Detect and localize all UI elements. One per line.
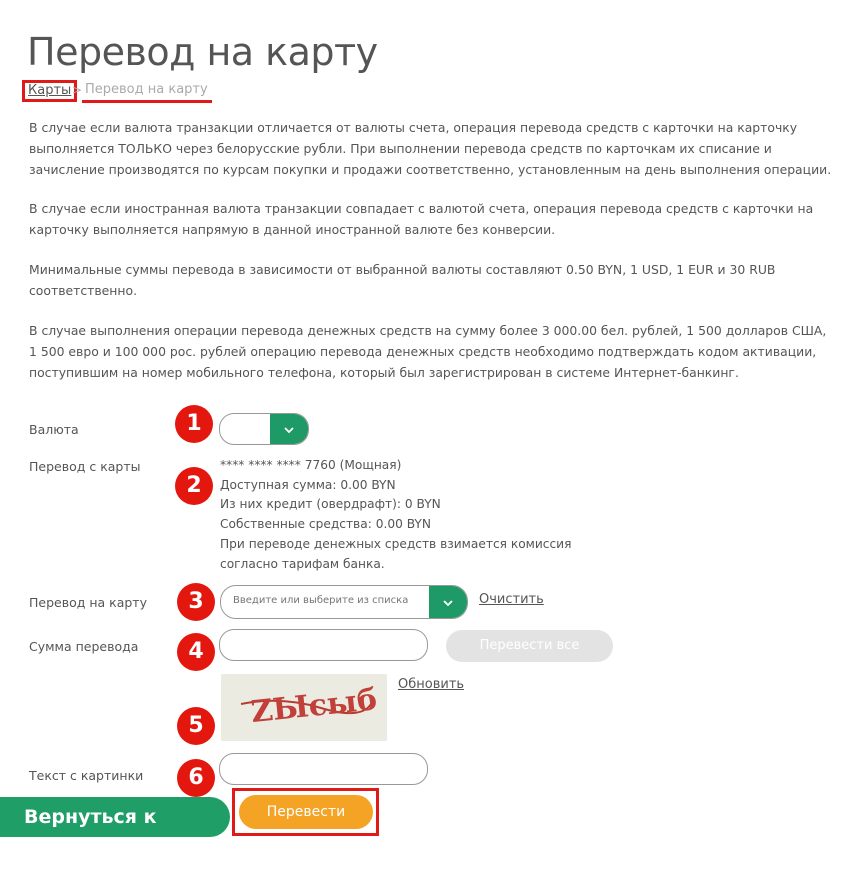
annotation-badge-3: 3 [177,583,215,621]
annotation-badge-1: 1 [175,405,213,443]
captcha-text-label: Текст с картинки [29,768,144,783]
card-number: **** **** **** 7760 (Мощная) [220,458,402,472]
back-to-cards-button[interactable]: Вернуться к картам [0,797,230,837]
captcha-text: ZЫcыб [249,682,379,731]
to-card-label: Перевод на карту [29,595,147,610]
highlight-underline [82,100,212,103]
currency-select[interactable] [219,413,309,445]
available-amount: Доступная сумма: 0.00 BYN [220,477,396,492]
info-paragraph: Минимальные суммы перевода в зависимости от выбранной валюты составляют 0.50 BYN, 1 USD, 1 EUR и 30 RUB соответственно. [29,262,776,298]
page-title: Перевод на карту [27,30,378,74]
from-card-label: Перевод с карты [29,459,141,474]
to-card-combobox[interactable] [220,585,468,619]
submit-transfer-button[interactable]: Перевести [239,795,373,829]
info-paragraph: В случае если валюта транзакции отличается от валюты счета, операция перевода средств с карточки на карточку выполняется ТОЛЬКО через белорусские рубли. При выполнении перевода средств по карточкам их списание и зачисление производятся по курсам покупки и продажи соответственно, установленным на день выполнения операции. [29,120,832,177]
refresh-captcha-link[interactable]: Обновить [398,677,465,692]
to-card-dropdown-button[interactable] [429,586,467,618]
clear-link[interactable]: Очистить [479,592,544,607]
commission-note: При переводе денежных средств взимается комиссия [220,536,572,551]
chevron-down-icon [443,599,453,607]
currency-dropdown-button[interactable] [270,414,308,444]
annotation-badge-4: 4 [177,633,215,671]
chevron-down-icon [284,426,294,434]
breadcrumb-separator: > [72,83,83,97]
captcha-picture [221,674,387,741]
captcha-input[interactable] [219,753,428,785]
breadcrumb-current: Перевод на карту [85,82,208,97]
currency-label: Валюта [29,422,79,437]
annotation-badge-2: 2 [175,467,213,505]
annotation-badge-6: 6 [177,759,215,797]
amount-input[interactable] [219,629,428,661]
to-card-input[interactable] [231,594,430,607]
transfer-all-button[interactable]: Перевести все [446,630,613,662]
own-funds: Собственные средства: 0.00 BYN [220,517,431,532]
info-paragraph: В случае выполнения операции перевода денежных средств на сумму более 3 000.00 бел. рублей, 1 500 долларов США, 1 500 евро и 100 000 рос. рублей операцию перевода денежных средств необходимо подтверждать кодом активации, поступившим на номер мобильного телефона, который был зарегистрирован в системе Интернет-банкинг. [29,323,827,380]
credit-amount: Из них кредит (овердрафт): 0 BYN [220,497,441,512]
captcha-image [221,674,387,741]
amount-label: Сумма перевода [29,639,139,654]
annotation-badge-5: 5 [177,707,215,745]
from-card-info [220,456,571,574]
info-paragraph: В случае если иностранная валюта транзакции совпадает с валютой счета, операция перевода средств с карточки на карточку выполняется напрямую в данной иностранной валюте без конверсии. [29,201,814,237]
commission-note-2: согласно тарифам банка. [220,556,385,571]
breadcrumb-home-link[interactable]: Карты [22,80,77,102]
